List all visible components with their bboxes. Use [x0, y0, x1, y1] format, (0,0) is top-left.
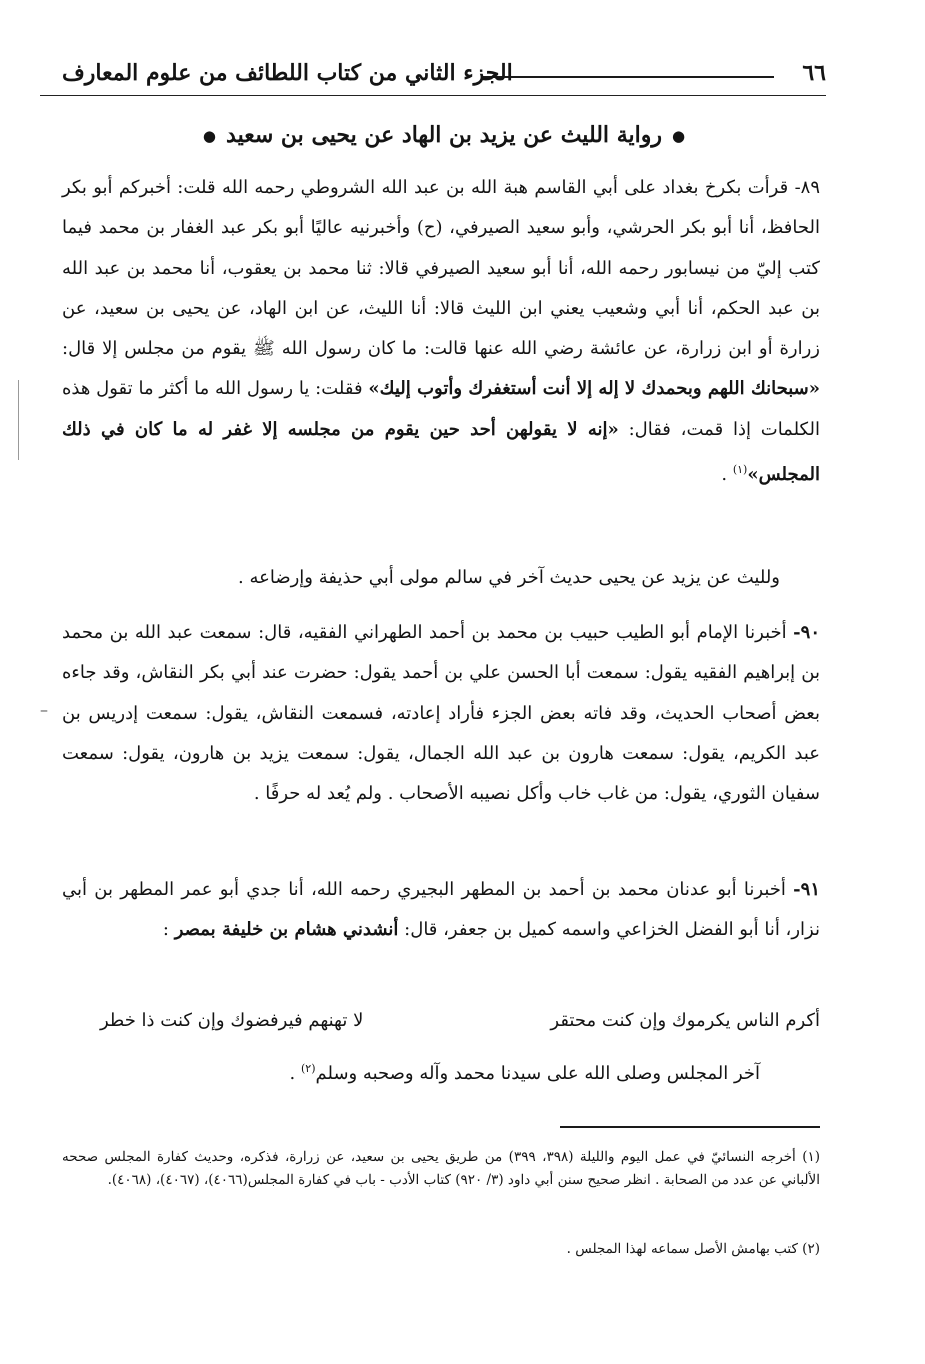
hadith-90-text: سمعت عبد الله بن محمد بن إبراهيم الفقيه يقول: سمعت أبا الحسن علي بن أحمد يقول: حضرت عند أبي بكر النقاش، وقد جاءه بعض أصحاب الحديث، وقد فاته بعض الجزء فأراد إعادته، فسمعت النقاش، يقول: سمعت إدريس بن عبد الكريم، يقول: سمعت هارون بن عبد الله الجمال، يقول: سمعت يزيد بن هارون، يقول: سمعت سفيان الثوري، يقول: من غاب خاب وأكل نصيبه الأصحاب . ولم يُعد له حرفًا .	[62, 622, 820, 805]
section-title-text: رواية الليث عن يزيد بن الهاد عن يحيى بن سعيد	[226, 122, 662, 148]
bullet-icon: ●	[202, 127, 217, 145]
hadith-91-colon: :	[162, 919, 175, 941]
footnote-divider	[560, 1126, 820, 1128]
hadith-91-poet: أنشدني هشام بن خليفة بمصر	[174, 919, 399, 941]
closing-text: آخر المجلس وصلى الله على سيدنا محمد وآله وصحبه وسلم	[315, 1063, 760, 1084]
hadith-89-paragraph	[62, 168, 820, 495]
hadith-89-end: .	[721, 464, 733, 486]
section-heading	[62, 122, 826, 148]
hadith-90-paragraph	[62, 613, 820, 814]
header-rule	[482, 76, 774, 78]
hadith-89-dua: «سبحانك اللهم وبحمدك لا إله إلا أنت أستغفرك وأتوب إليك»	[368, 378, 820, 400]
closing-end: .	[289, 1063, 301, 1084]
bullet-icon: ●	[671, 127, 686, 145]
hadith-89-text: ٨٩- قرأت بكرخ بغداد على أبي القاسم هبة الله بن عبد الله الشروطي رحمه الله قلت: أخبركم أبو بكر الحافظ، أنا أبو بكر الحرشي، وأبو سعيد الصيرفي، (ح) وأخبرنيه عاليًا أبو بكر عبد الغفار بن محمد فيما كتب إليّ من نيسابور رحمه الله، أنا أبو سعيد الصيرفي قالا: ثنا محمد بن يعقوب، أنا محمد بن عبد الله بن عبد الحكم، أنا أبي وشعيب يعني ابن الليث قالا: أنا الليث، عن ابن الهاد، عن يحيى بن سعيد، عن زرارة أو ابن زرارة، عن عائشة رضي الله عنها قالت: ما كان رسول الله ﷺ يقوم من مجلس إلا قال:	[62, 177, 821, 360]
footnote-2: (٢) كتب بهامش الأصل سماعه لهذا المجلس .	[566, 1241, 820, 1257]
scan-gutter-line	[18, 380, 19, 460]
verse-second-hemistich: لا تهنهم فيرفضوك وإن كنت ذا خطر	[100, 1010, 364, 1031]
header-divider	[40, 95, 826, 96]
closing-line	[290, 1062, 760, 1084]
running-header	[62, 58, 826, 98]
hadith-90-number: ٩٠-	[793, 622, 820, 643]
hadith-91-number: ٩١-	[793, 879, 820, 900]
page-number: ٦٦	[802, 60, 826, 86]
hadith-91-text: أنا جدي أبو عمر المطهر بن أبي نزار، أنا أبو الفضل الخزاعي واسمه كميل بن جعفر، قال:	[62, 879, 820, 941]
verse-first-hemistich: أكرم الناس يكرموك وإن كنت محتقر	[550, 1010, 820, 1031]
running-title: الجزء الثاني من كتاب اللطائف من علوم المعارف	[62, 60, 513, 86]
hadith-91-lead: أخبرنا أبو عدنان محمد بن أحمد بن المطهر البجيري رحمه الله،	[310, 879, 786, 900]
footnote-ref-1: (١)	[732, 463, 748, 477]
hadith-91-paragraph	[62, 870, 820, 951]
footnote-ref-2: (٢)	[300, 1062, 316, 1075]
hadith-89-answer: «إنه لا يقولهن أحد حين يقوم من مجلسه إلا غفر له ما كان في ذلك المجلس»	[62, 418, 820, 486]
hadith-90-lead: أخبرنا الإمام أبو الطيب حبيب بن محمد بن أحمد الطهراني الفقيه، قال:	[258, 622, 787, 643]
margin-mark: –	[40, 700, 48, 719]
laith-note-text: ولليث عن يزيد عن يحيى حديث آخر في سالم مولى أبي حذيفة وإرضاعه .	[238, 567, 780, 588]
laith-note-paragraph	[62, 558, 820, 598]
hadith-89-question: فقلت: يا رسول الله ما أكثر ما تقول هذه الكلمات إذا قمت، فقال:	[62, 378, 820, 440]
footnote-1: (١) أخرجه النسائيّ في عمل اليوم والليلة (٣٩٨، ٣٩٩) من طريق يحيى بن سعيد، عن زرارة، فذكره، وحديث كفارة المجلس صححه الألباني عن عدد من الصحابة . انظر صحيح سنن أبي داود (٣/ ٩٢٠) كتاب الأدب - باب في كفارة المجلس(٤٠٦٦)، (٤٠٦٧)، (٤٠٦٨).	[62, 1149, 821, 1188]
